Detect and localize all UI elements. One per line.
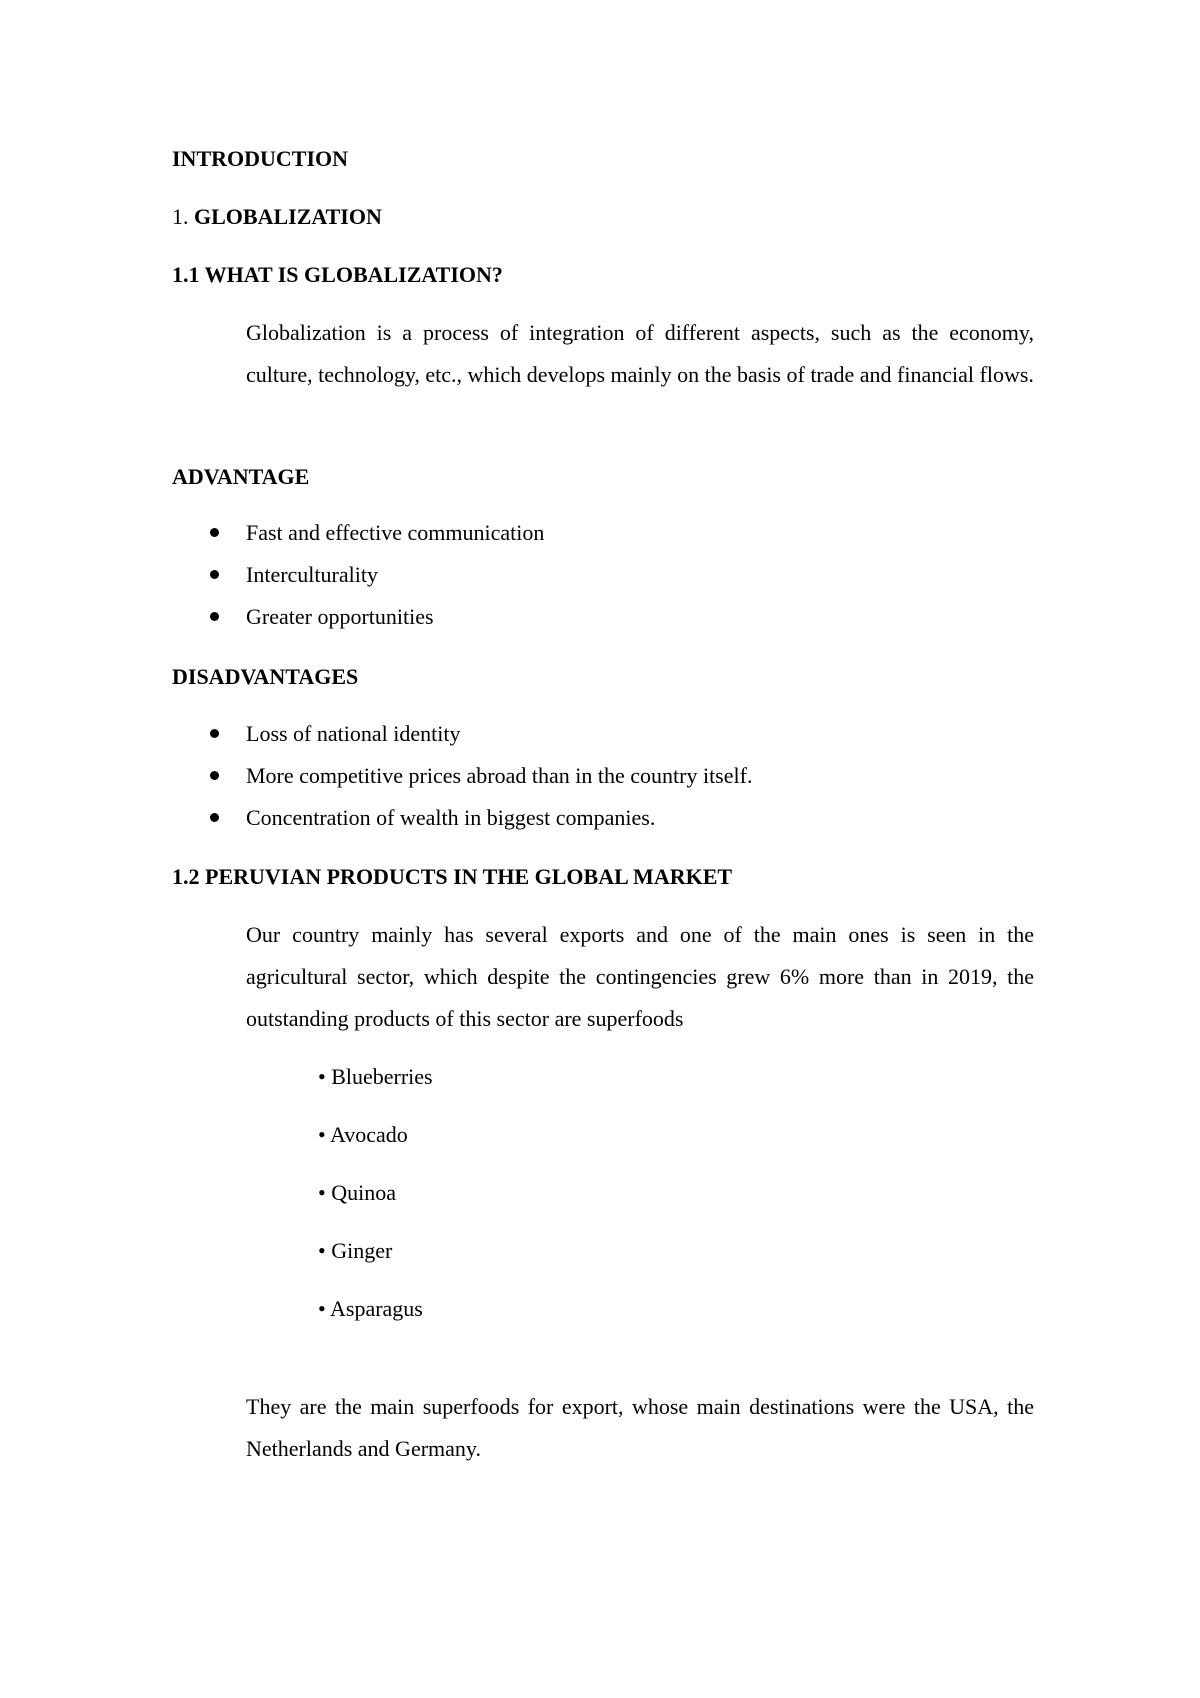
destinations-paragraph: They are the main superfoods for export, whose main destinations were the USA, the Netherlands and Germany. [246, 1394, 1034, 1461]
section-1-2-heading: 1.2 PERUVIAN PRODUCTS IN THE GLOBAL MARKET [172, 864, 733, 889]
bullet-icon [210, 612, 219, 621]
list-item-text: More competitive prices abroad than in the country itself. [246, 763, 753, 788]
bullet-icon [210, 771, 219, 780]
list-item-text: Concentration of wealth in biggest companies. [246, 805, 656, 830]
section-1-number: 1. [172, 204, 194, 229]
list-item: • Blueberries [318, 1064, 433, 1089]
disadvantages-heading: DISADVANTAGES [172, 664, 359, 689]
exports-paragraph: Our country mainly has several exports and one of the main ones is seen in the agricultural sector, which despite the contingencies grew 6% more than in 2019, the outstanding products of this sector are superfoods [246, 922, 1034, 1031]
list-item: • Asparagus [318, 1296, 423, 1321]
section-1-heading [172, 204, 382, 230]
list-item-text: Loss of national identity [246, 721, 461, 746]
list-item-text: Greater opportunities [246, 604, 434, 629]
bullet-icon [210, 813, 219, 822]
list-item-text: Fast and effective communication [246, 520, 545, 545]
section-1-1-heading: 1.1 WHAT IS GLOBALIZATION? [172, 262, 503, 287]
bullet-icon [210, 729, 219, 738]
list-item: • Ginger [318, 1238, 393, 1263]
bullet-icon [210, 528, 219, 537]
list-item: • Quinoa [318, 1180, 396, 1205]
section-1-title: GLOBALIZATION [194, 204, 382, 229]
list-item-text: Interculturality [246, 562, 378, 587]
bullet-icon [210, 570, 219, 579]
globalization-paragraph: Globalization is a process of integration of different aspects, such as the economy, culture, technology, etc., which develops mainly on the basis of trade and financial flows. [246, 320, 1034, 387]
document-title: INTRODUCTION [172, 146, 349, 171]
advantage-heading: ADVANTAGE [172, 464, 310, 489]
list-item: • Avocado [318, 1122, 408, 1147]
